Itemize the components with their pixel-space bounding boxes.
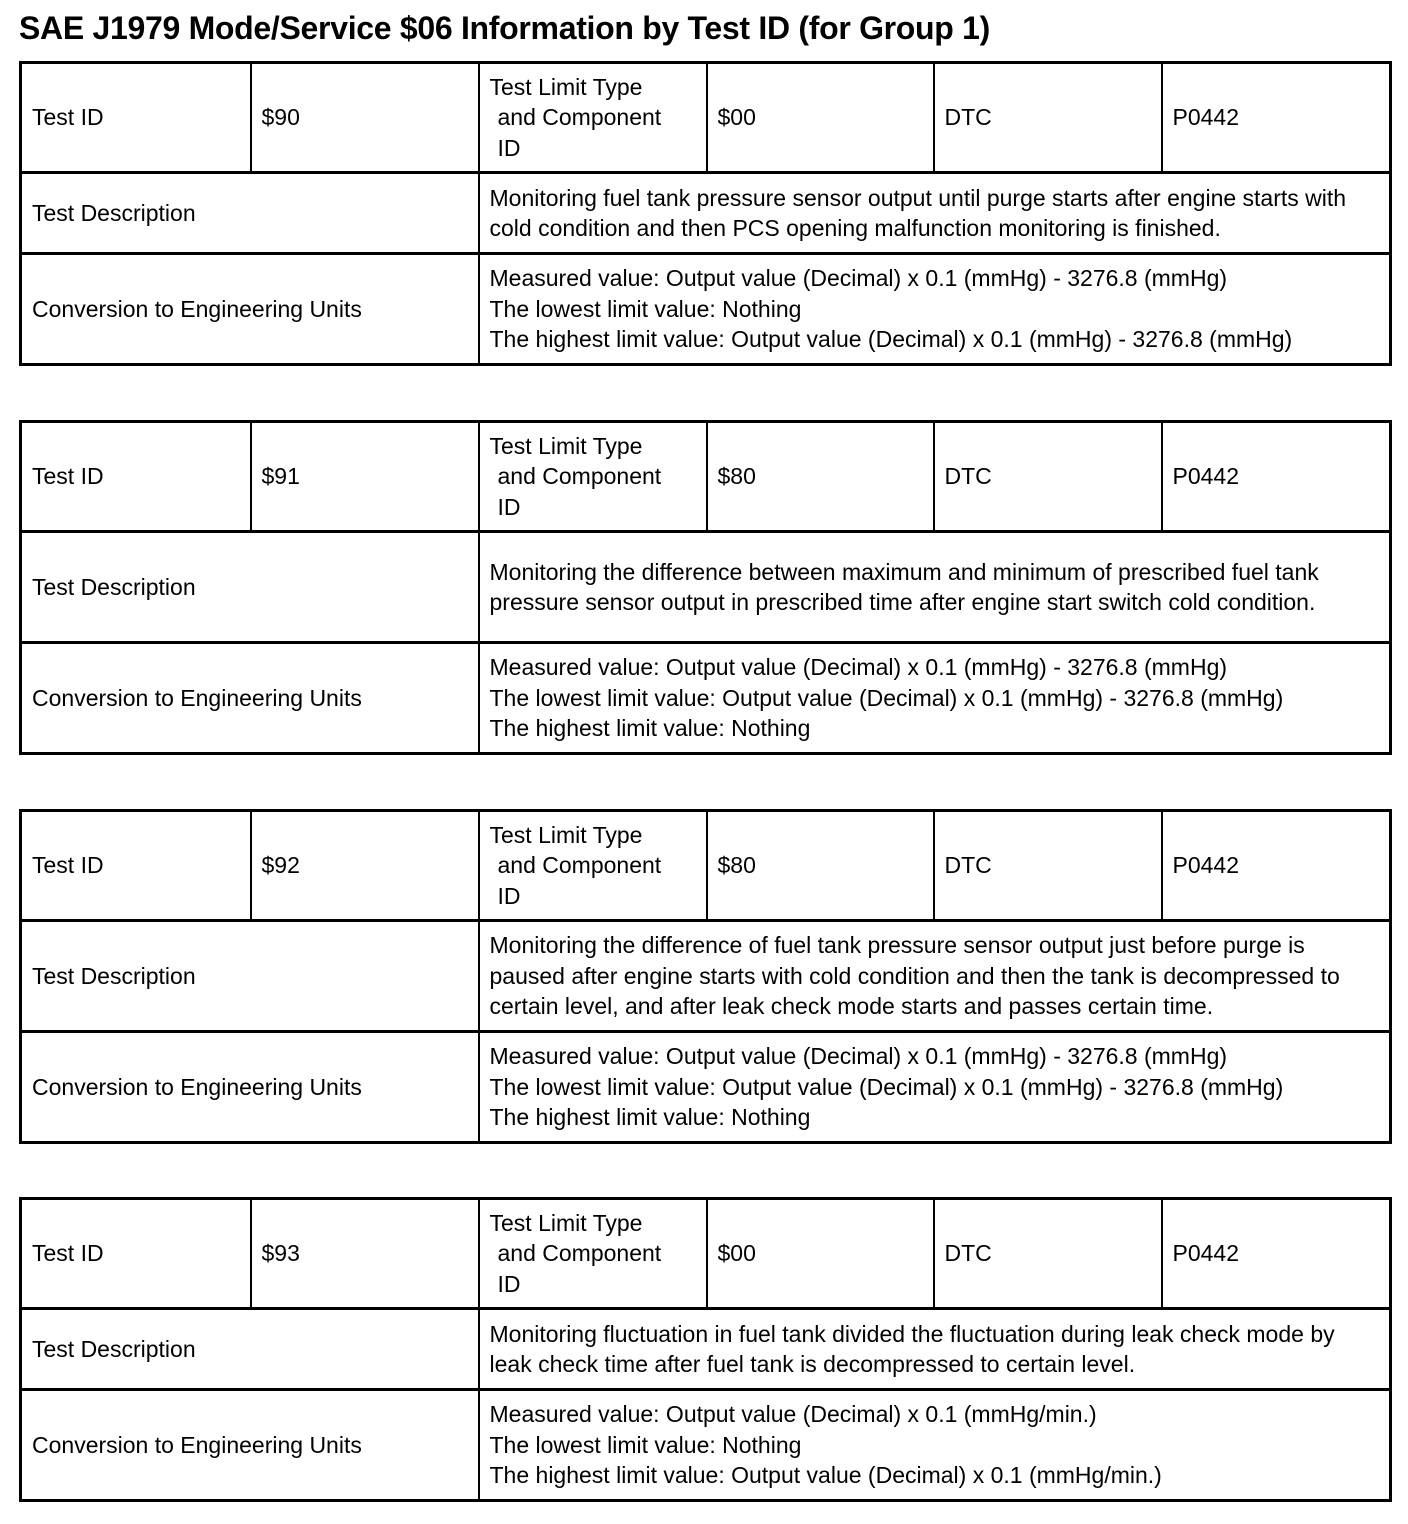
lowest-limit-line: The lowest limit value: Output value (Decimal) x 0.1 (mmHg) - 3276.8 (mmHg): [489, 684, 1284, 711]
dtc-label: DTC: [934, 1199, 1162, 1309]
test-description-label: Test Description: [21, 173, 479, 254]
test-id-label: Test ID: [21, 63, 251, 173]
limit-type-label: Test Limit Type and Component ID: [479, 1199, 707, 1309]
test-description-value: Monitoring fluctuation in fuel tank divided the fluctuation during leak check mode by leak check time after fuel tank is decompressed to certain level.: [479, 1309, 1391, 1390]
test-id-value: $92: [251, 811, 479, 921]
conversion-value: [479, 1390, 1391, 1501]
lowest-limit-line: The lowest limit value: Nothing: [489, 295, 802, 322]
description-row: [21, 173, 1391, 254]
description-row: [21, 1309, 1391, 1390]
test-id-label: Test ID: [21, 811, 251, 921]
highest-limit-line: The highest limit value: Output value (Decimal) x 0.1 (mmHg/min.): [489, 1462, 1162, 1489]
highest-limit-line: The highest limit value: Output value (Decimal) x 0.1 (mmHg) - 3276.8 (mmHg): [489, 326, 1293, 353]
limit-type-value: $80: [707, 422, 934, 532]
conversion-label: Conversion to Engineering Units: [21, 1032, 479, 1143]
conversion-label: Conversion to Engineering Units: [21, 254, 479, 365]
page-title: SAE J1979 Mode/Service $06 Information by Test ID (for Group 1): [19, 10, 990, 46]
header-row: [21, 63, 1391, 173]
dtc-label: DTC: [934, 422, 1162, 532]
conversion-label: Conversion to Engineering Units: [21, 1390, 479, 1501]
conversion-row: [21, 254, 1391, 365]
conversion-row: [21, 643, 1391, 754]
limit-type-label: Test Limit Type and Component ID: [479, 422, 707, 532]
lowest-limit-line: The lowest limit value: Nothing: [489, 1431, 802, 1458]
test-table-93: [19, 1197, 1392, 1502]
test-description-value: Monitoring fuel tank pressure sensor output until purge starts after engine starts with cold condition and then PCS opening malfunction monitoring is finished.: [479, 173, 1391, 254]
conversion-row: [21, 1390, 1391, 1501]
conversion-row: [21, 1032, 1391, 1143]
measured-value-line: Measured value: Output value (Decimal) x 0.1 (mmHg) - 3276.8 (mmHg): [489, 1043, 1228, 1070]
test-description-value: Monitoring the difference of fuel tank pressure sensor output just before purge is paused after engine starts with cold condition and then the tank is decompressed to certain level, and after leak check mode starts and passes certain time.: [479, 921, 1391, 1032]
dtc-value: P0442: [1162, 1199, 1391, 1309]
test-table-90: [19, 61, 1392, 366]
test-id-value: $90: [251, 63, 479, 173]
conversion-label: Conversion to Engineering Units: [21, 643, 479, 754]
dtc-label: DTC: [934, 63, 1162, 173]
lowest-limit-line: The lowest limit value: Output value (Decimal) x 0.1 (mmHg) - 3276.8 (mmHg): [489, 1073, 1284, 1100]
test-table-92: [19, 809, 1392, 1144]
limit-type-label: Test Limit Type and Component ID: [479, 63, 707, 173]
test-id-label: Test ID: [21, 422, 251, 532]
dtc-value: P0442: [1162, 811, 1391, 921]
dtc-value: P0442: [1162, 63, 1391, 173]
header-row: [21, 811, 1391, 921]
conversion-value: [479, 1032, 1391, 1143]
header-row: [21, 422, 1391, 532]
header-row: [21, 1199, 1391, 1309]
test-id-label: Test ID: [21, 1199, 251, 1309]
test-description-value: Monitoring the difference between maximum and minimum of prescribed fuel tank pressure sensor output in prescribed time after engine start switch cold condition.: [479, 532, 1391, 643]
test-description-label: Test Description: [21, 921, 479, 1032]
dtc-value: P0442: [1162, 422, 1391, 532]
conversion-value: [479, 643, 1391, 754]
measured-value-line: Measured value: Output value (Decimal) x 0.1 (mmHg) - 3276.8 (mmHg): [489, 654, 1228, 681]
limit-type-label: Test Limit Type and Component ID: [479, 811, 707, 921]
limit-type-value: $00: [707, 63, 934, 173]
dtc-label: DTC: [934, 811, 1162, 921]
test-description-label: Test Description: [21, 1309, 479, 1390]
conversion-value: [479, 254, 1391, 365]
description-row: [21, 921, 1391, 1032]
test-description-label: Test Description: [21, 532, 479, 643]
limit-type-value: $00: [707, 1199, 934, 1309]
measured-value-line: Measured value: Output value (Decimal) x 0.1 (mmHg) - 3276.8 (mmHg): [489, 265, 1228, 292]
test-table-91: [19, 420, 1392, 755]
description-row: [21, 532, 1391, 643]
test-id-value: $91: [251, 422, 479, 532]
test-id-value: $93: [251, 1199, 479, 1309]
highest-limit-line: The highest limit value: Nothing: [489, 715, 811, 742]
highest-limit-line: The highest limit value: Nothing: [489, 1104, 811, 1131]
measured-value-line: Measured value: Output value (Decimal) x 0.1 (mmHg/min.): [489, 1401, 1097, 1428]
limit-type-value: $80: [707, 811, 934, 921]
